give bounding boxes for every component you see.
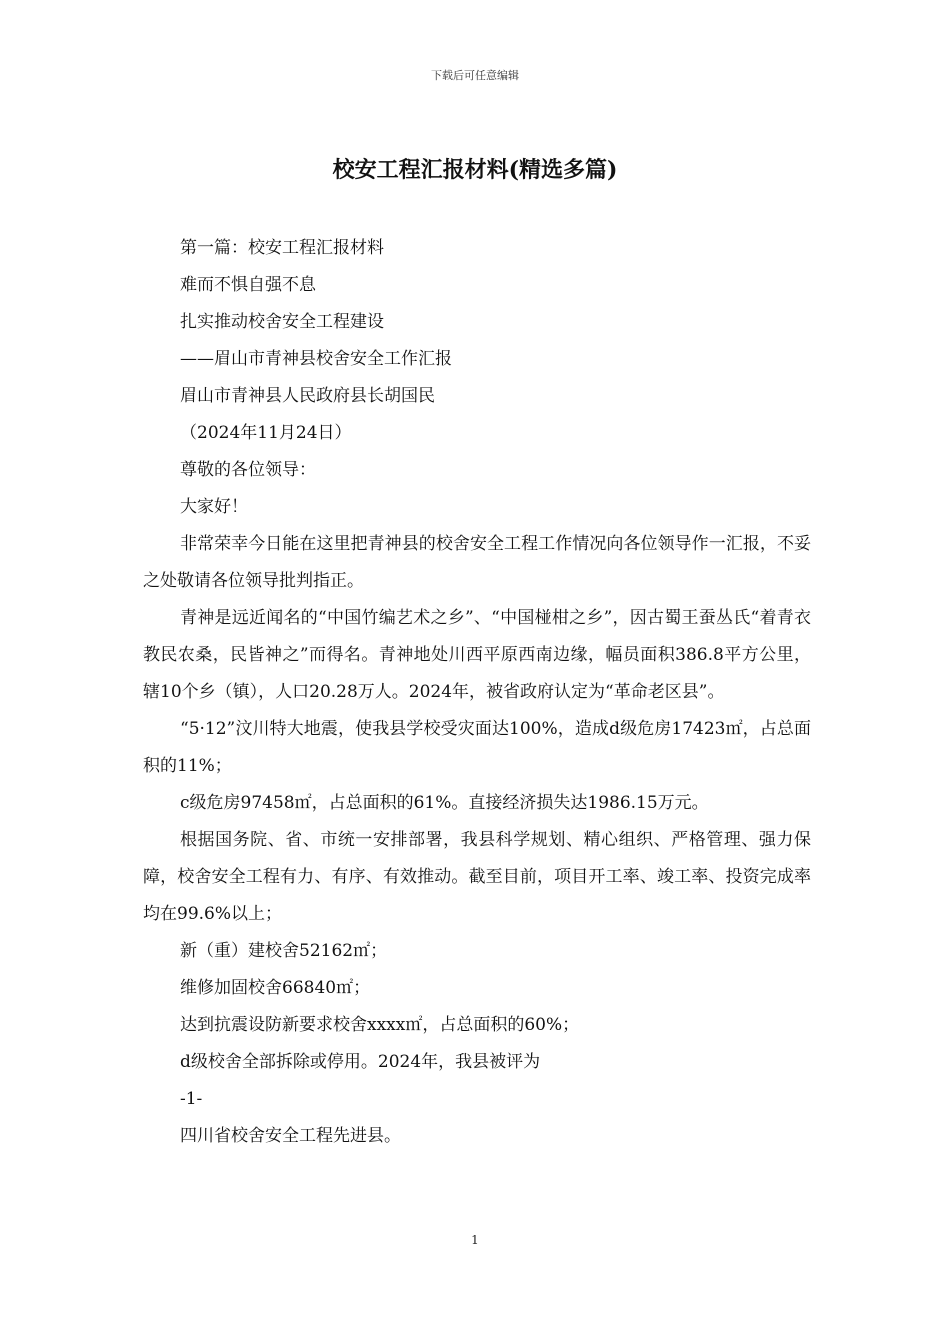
paragraph-seismic: 达到抗震设防新要求校舍xxxx㎡，占总面积的60%；: [180, 1015, 580, 1035]
document-body: [143, 230, 811, 1155]
paragraph-section-heading: 第一篇：校安工程汇报材料: [180, 238, 384, 258]
paragraph-reinforce: 维修加固校舍66840㎡；: [180, 978, 371, 998]
paragraph-date: （2024年11月24日）: [180, 423, 352, 443]
header-note: 下载后可任意编辑: [431, 69, 519, 82]
paragraph-new-build: 新（重）建校舍52162㎡；: [180, 941, 388, 961]
page-number: 1: [471, 1233, 479, 1247]
paragraph-author: 眉山市青神县人民政府县长胡国民: [180, 386, 435, 406]
paragraph-county-overview: 青神是远近闻名的“中国竹编艺术之乡”、“中国椪柑之乡”，因古蜀王蚕丛氏“着青衣教民农桑，民皆神之”而得名。青神地处川西平原西南边缘，幅员面积386.8平方公里，辖10个乡（镇），人口20.28万人。2024年，被省政府认定为“革命老区县”。: [143, 608, 811, 702]
document-title: 校安工程汇报材料(精选多篇): [332, 157, 618, 183]
paragraph-inline-page-marker: -1-: [180, 1089, 203, 1109]
paragraph-subtitle: 扎实推动校舍安全工程建设: [180, 312, 384, 332]
paragraph-progress: 根据国务院、省、市统一安排部署，我县科学规划、精心组织、严格管理、强力保障，校舍安全工程有力、有序、有效推动。截至目前，项目开工率、竣工率、投资完成率均在99.6%以上；: [143, 830, 811, 924]
paragraph-intro: 非常荣幸今日能在这里把青神县的校舍安全工程工作情况向各位领导作一汇报，不妥之处敬请各位领导批判指正。: [143, 534, 811, 591]
paragraph-d-level: d级校舍全部拆除或停用。2024年，我县被评为: [180, 1052, 541, 1072]
paragraph-c-level: c级危房97458㎡，占总面积的61%。直接经济损失达1986.15万元。: [180, 793, 709, 813]
paragraph-slogan: 难而不惧自强不息: [180, 275, 316, 295]
paragraph-earthquake: “5·12”汶川特大地震，使我县学校受灾面达100%，造成d级危房17423㎡，占总面积的11%；: [143, 719, 811, 776]
paragraph-report-name: ——眉山市青神县校舍安全工作汇报: [180, 349, 452, 369]
paragraph-greeting: 大家好！: [180, 497, 248, 517]
paragraph-award: 四川省校舍安全工程先进县。: [180, 1126, 401, 1146]
paragraph-salutation: 尊敬的各位领导：: [180, 460, 316, 480]
